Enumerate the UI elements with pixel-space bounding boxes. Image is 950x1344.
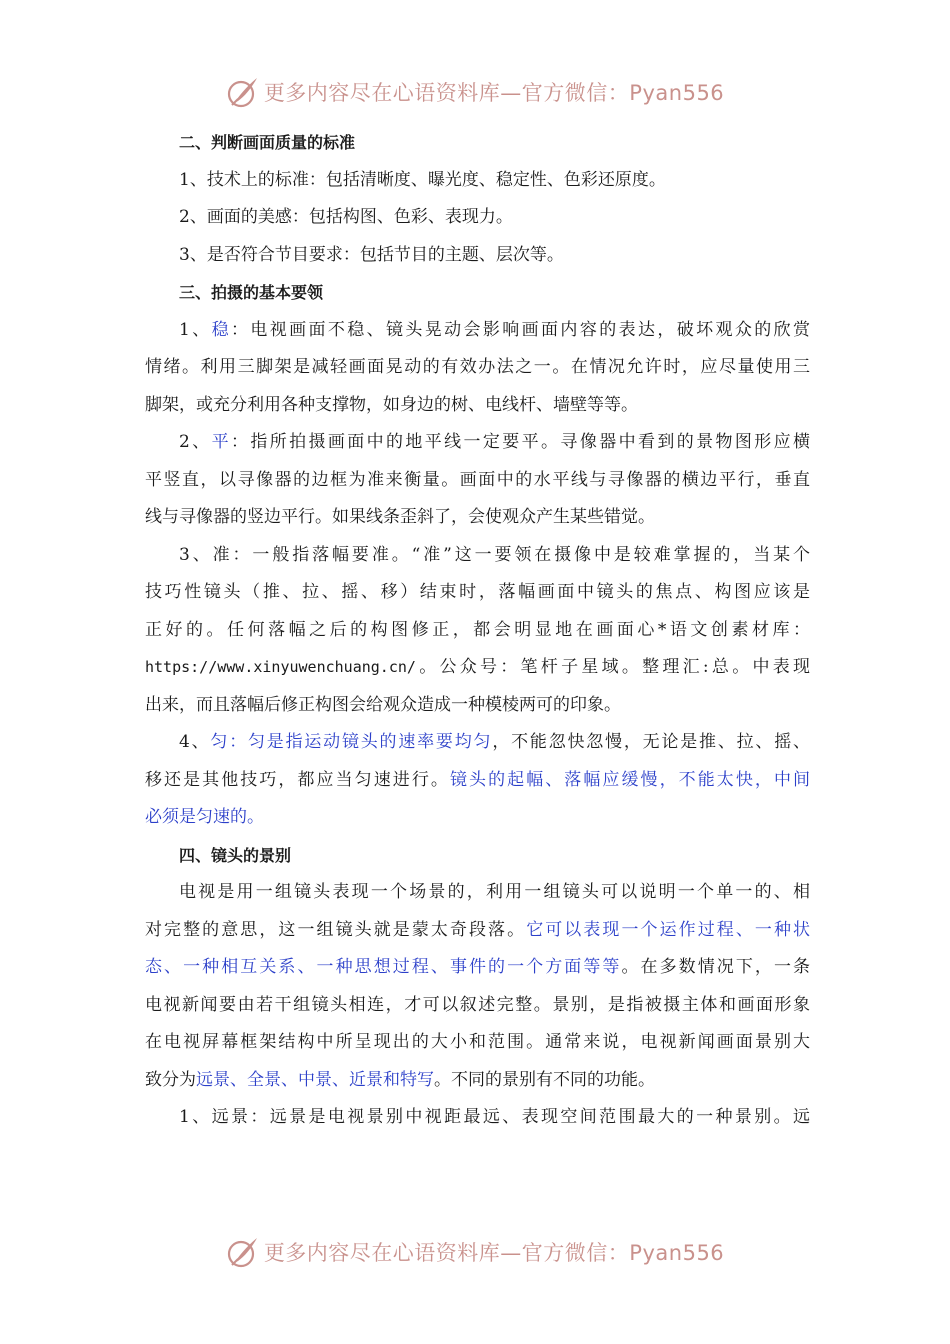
highlight-text: 匀：匀是指运动镜头的速率要均匀 xyxy=(210,732,493,752)
document-body xyxy=(145,124,810,1137)
section-heading-4: 四、镜头的景别 xyxy=(179,845,292,865)
url-text: https://www.xinyuwenchuang.cn/ xyxy=(145,658,416,676)
paragraph-line: 2、平：指所拍摄画面中的地平线一定要平。寻像器中看到的景物图形应横 xyxy=(179,432,810,452)
paragraph-line: 态、一种相互关系、一种思想过程、事件的一个方面等等。在多数情况下，一条 xyxy=(145,957,810,977)
paragraph-line: 1、技术上的标准：包括清晰度、曝光度、稳定性、色彩还原度。 xyxy=(179,169,666,190)
highlight-text: 镜头的起幅、落幅应缓慢，不能太快，中间 xyxy=(449,769,810,790)
highlight-text: 态、一种相互关系、一种思想过程、事件的一个方面等等 xyxy=(145,957,622,977)
paragraph-line: 电视是用一组镜头表现一个场景的，利用一组镜头可以说明一个单一的、相 xyxy=(179,882,810,902)
paragraph-line: 移还是其他技巧，都应当匀速进行。镜头的起幅、落幅应缓慢，不能太快，中间 xyxy=(145,769,810,790)
keyword-level: 平 xyxy=(211,432,231,452)
quill-logo-icon xyxy=(226,1235,260,1269)
header-banner xyxy=(0,72,950,112)
paragraph-line: https://www.xinyuwenchuang.cn/。公众号：笔杆子星域。整理汇:总。中表现 xyxy=(145,657,810,677)
paragraph-line: 1、远景：远景是电视景别中视距最远、表现空间范围最大的一种景别。远 xyxy=(179,1107,810,1127)
paragraph-line: 情绪。利用三脚架是减轻画面晃动的有效办法之一。在情况允许时，应尽量使用三 xyxy=(145,357,810,377)
highlight-text: 远景、全景、中景、近景和特写 xyxy=(196,1069,434,1090)
paragraph-line: 致分为远景、全景、中景、近景和特写。不同的景别有不同的功能。 xyxy=(145,1069,655,1090)
paragraph-line: 必须是匀速的。 xyxy=(145,807,264,827)
paragraph-line: 对完整的意思，这一组镜头就是蒙太奇段落。它可以表现一个运作过程、一种状 xyxy=(145,919,810,940)
highlight-text: 它可以表现一个运作过程、一种状 xyxy=(526,919,810,940)
paragraph-line: 脚架，或充分利用各种支撑物，如身边的树、电线杆、墙壁等等。 xyxy=(145,394,638,415)
paragraph-line: 正好的。任何落幅之后的构图修正，都会明显地在画面心*语文创素材库： xyxy=(145,619,810,640)
banner-text: 更多内容尽在心语资料库—官方微信：Pyan556 xyxy=(263,1241,725,1265)
paragraph-line: 在电视屏幕框架结构中所呈现出的大小和范围。通常来说，电视新闻画面景别大 xyxy=(145,1032,810,1052)
paragraph-line: 电视新闻要由若干组镜头相连，才可以叙述完整。景别，是指被摄主体和画面形象 xyxy=(145,994,810,1015)
paragraph-line: 3、准：一般指落幅要准。“准”这一要领在摄像中是较难掌握的，当某个 xyxy=(179,544,810,565)
paragraph-line: 2、画面的美感：包括构图、色彩、表现力。 xyxy=(179,207,513,227)
quill-logo-icon xyxy=(226,75,260,109)
banner-text: 更多内容尽在心语资料库—官方微信：Pyan556 xyxy=(263,81,725,105)
paragraph-line: 3、是否符合节目要求：包括节目的主题、层次等。 xyxy=(179,244,564,265)
section-heading-2: 二、判断画面质量的标准 xyxy=(179,133,356,152)
paragraph-line: 1、稳：电视画面不稳、镜头晃动会影响画面内容的表达，破坏观众的欣赏 xyxy=(179,319,810,340)
section-heading-3: 三、拍摄的基本要领 xyxy=(179,283,324,302)
paragraph-line: 线与寻像器的竖边平行。如果线条歪斜了，会使观众产生某些错觉。 xyxy=(145,507,655,527)
paragraph-line: 技巧性镜头（推、拉、摇、移）结束时，落幅画面中镜头的焦点、构图应该是 xyxy=(145,582,810,602)
keyword-steady: 稳 xyxy=(211,319,231,340)
paragraph-line: 平竖直，以寻像器的边框为准来衡量。画面中的水平线与寻像器的横边平行，垂直 xyxy=(145,469,810,490)
footer-banner xyxy=(0,1232,950,1272)
paragraph-line: 出来，而且落幅后修正构图会给观众造成一种模棱两可的印象。 xyxy=(145,694,621,715)
paragraph-line: 4、匀：匀是指运动镜头的速率要均匀，不能忽快忽慢，无论是推、拉、摇、 xyxy=(179,732,810,752)
